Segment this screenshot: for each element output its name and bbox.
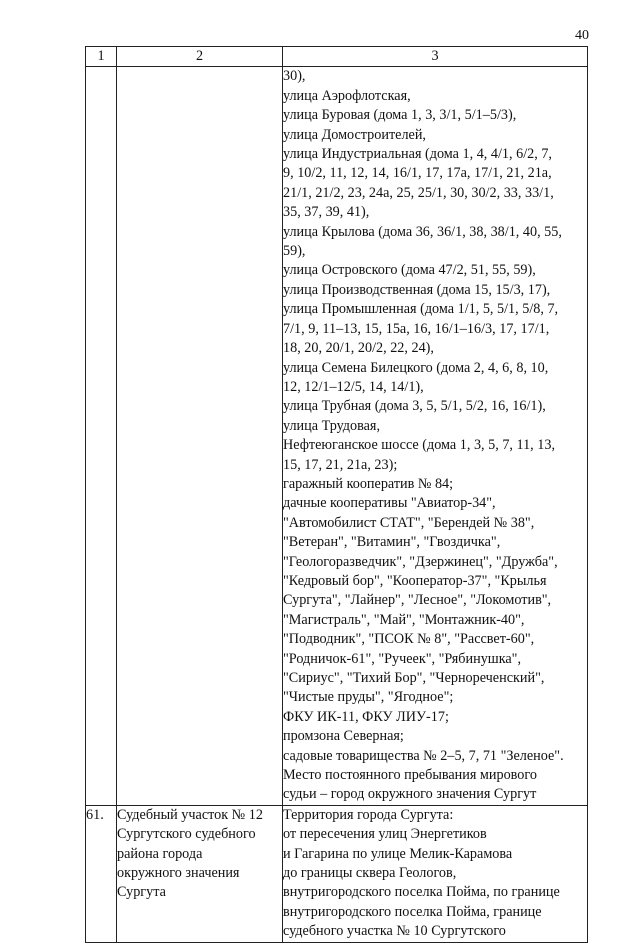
territory-line: улица Индустриальная (дома 1, 4, 4/1, 6/2, 7, <box>283 146 552 163</box>
court-name-line: Судебный участок № 12 <box>117 806 263 823</box>
territory-line: улица Островского (дома 47/2, 51, 55, 59), <box>283 262 536 279</box>
territory-line: и Гагарина по улице Мелик-Карамова <box>283 845 513 862</box>
territory-line: 12, 12/1–12/5, 14, 14/1), <box>283 378 424 395</box>
table-row-61 <box>86 805 588 942</box>
territory-line: улица Промышленная (дома 1/1, 5, 5/1, 5/8, 7, <box>283 301 559 318</box>
header-col-1: 1 <box>86 47 117 67</box>
territory-cell <box>283 67 588 805</box>
court-name-line: Сургута <box>117 884 166 901</box>
territory-line: "Сириус", "Тихий Бор", "Чернореченский", <box>283 670 545 686</box>
court-districts-table <box>85 46 588 943</box>
row-name-cell <box>117 67 283 805</box>
territory-line: судьи – город окружного значения Сургут <box>283 786 537 803</box>
territory-cell <box>283 805 588 942</box>
header-col-2: 2 <box>117 47 283 67</box>
territory-line: улица Крылова (дома 36, 36/1, 38, 38/1, 40, 55, <box>283 223 562 240</box>
territory-line: ФКУ ИК-11, ФКУ ЛИУ-17; <box>283 708 449 725</box>
territory-line: "Ветеран", "Витамин", "Гвоздичка", <box>283 534 501 551</box>
territory-line: внутригородского поселка Пойма, по границе <box>283 884 560 901</box>
territory-line: до границы сквера Геологов, <box>283 865 457 882</box>
territory-line: Территория города Сургута: <box>283 806 454 823</box>
territory-line: 30), <box>283 68 306 85</box>
territory-line: 15, 17, 21, 21а, 23); <box>283 456 398 473</box>
territory-line: 18, 20, 20/1, 20/2, 22, 24), <box>283 340 434 357</box>
territory-line: Сургута", "Лайнер", "Лесное", "Локомотив", <box>283 592 552 609</box>
page-number: 40 <box>575 28 589 43</box>
court-name-line: Сургутского судебного <box>117 826 256 843</box>
territory-line: 35, 37, 39, 41), <box>283 204 370 221</box>
territory-line: промзона Северная; <box>283 728 404 745</box>
territory-line: 7/1, 9, 11–13, 15, 15а, 16, 16/1–16/3, 17, 17/1, <box>283 320 550 337</box>
territory-line: улица Аэрофлотская, <box>283 87 411 104</box>
territory-line: внутригородского поселка Пойма, границе <box>283 903 542 920</box>
court-district-name-cell <box>117 805 283 942</box>
court-name-line: окружного значения <box>117 865 240 882</box>
territory-line: судебного участка № 10 Сургутского <box>283 923 506 940</box>
row-number-cell <box>86 67 117 805</box>
territory-line: Нефтеюганское шоссе (дома 1, 3, 5, 7, 11, 13, <box>283 437 556 454</box>
territory-line: садовые товарищества № 2–5, 7, 71 "Зеленое". <box>283 747 564 764</box>
territory-line: Место постоянного пребывания мирового <box>283 767 537 784</box>
territory-line: дачные кооперативы "Авиатор-34", <box>283 495 496 512</box>
territory-line: "Чистые пруды", "Ягодное"; <box>283 689 454 706</box>
territory-line: "Подводник", "ПСОК № 8", "Рассвет-60", <box>283 631 535 648</box>
territory-line: улица Производственная (дома 15, 15/3, 17), <box>283 281 551 298</box>
row-number-cell: 61. <box>86 805 117 942</box>
territory-line: "Магистраль", "Май", "Монтажник-40", <box>283 611 525 628</box>
territory-line: "Родничок-61", "Ручеек", "Рябинушка", <box>283 650 522 667</box>
table-header-row <box>86 47 588 67</box>
territory-line: 9, 10/2, 11, 12, 14, 16/1, 17, 17а, 17/1, 21, 21а, <box>283 165 552 182</box>
table-row-continuation <box>86 67 588 805</box>
territory-line: "Автомобилист СТАТ", "Берендей № 38", <box>283 514 535 531</box>
territory-line: 59), <box>283 243 306 260</box>
territory-line: "Геологоразведчик", "Дзержинец", "Дружба", <box>283 553 558 570</box>
territory-line: 21/1, 21/2, 23, 24а, 25, 25/1, 30, 30/2, 33, 33/1, <box>283 184 554 201</box>
court-name-line: района города <box>117 845 203 862</box>
territory-line: "Кедровый бор", "Кооператор-37", "Крылья <box>283 572 547 589</box>
territory-line: улица Домостроителей, <box>283 126 426 143</box>
territory-line: улица Трубная (дома 3, 5, 5/1, 5/2, 16, 16/1), <box>283 398 546 415</box>
territory-line: улица Буровая (дома 1, 3, 3/1, 5/1–5/3), <box>283 107 517 124</box>
territory-line: улица Семена Билецкого (дома 2, 4, 6, 8, 10, <box>283 359 549 376</box>
header-col-3: 3 <box>283 47 588 67</box>
territory-line: гаражный кооператив № 84; <box>283 475 454 492</box>
territory-line: от пересечения улиц Энергетиков <box>283 826 487 843</box>
territory-line: улица Трудовая, <box>283 417 381 434</box>
